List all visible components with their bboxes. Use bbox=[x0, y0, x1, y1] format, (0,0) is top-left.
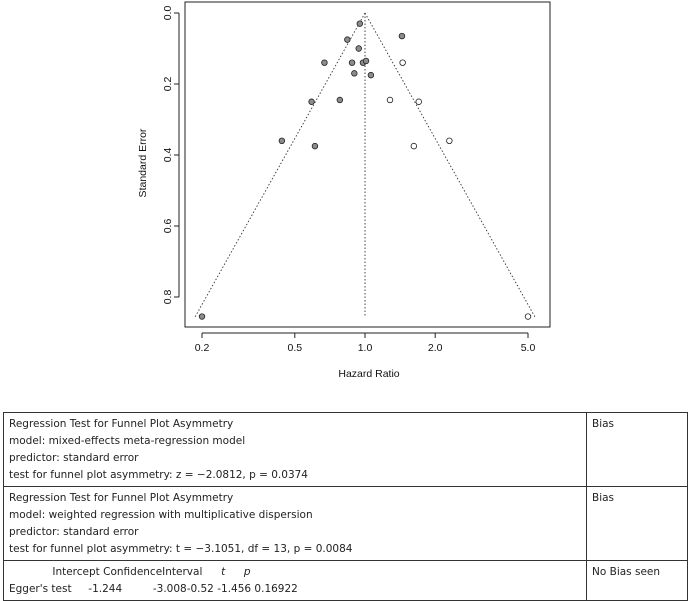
observed-study-point bbox=[399, 33, 405, 39]
observed-study-point bbox=[363, 58, 369, 64]
egger-cell bbox=[4, 561, 587, 601]
regression-test: test for funnel plot asymmetry: t = −3.1051, df = 13, p = 0.0084 bbox=[9, 543, 353, 555]
y-tick-label: 0.4 bbox=[162, 147, 174, 163]
observed-study-point bbox=[279, 138, 285, 144]
t-header: t bbox=[221, 566, 226, 578]
y-axis-label: Standard Error bbox=[137, 128, 149, 198]
filled-study-point bbox=[387, 97, 393, 103]
regression-model: model: weighted regression with multiplicative dispersion bbox=[9, 509, 313, 521]
regression-results-table bbox=[3, 412, 688, 601]
egger-intercept: -1.244 bbox=[88, 583, 123, 595]
observed-study-point bbox=[199, 314, 205, 320]
regression-cell bbox=[4, 487, 587, 561]
egger-values bbox=[9, 581, 581, 598]
x-axis bbox=[195, 333, 536, 354]
x-tick-label: 5.0 bbox=[520, 342, 536, 354]
regression-title: Regression Test for Funnel Plot Asymmetry bbox=[9, 418, 234, 430]
y-tick-label: 0.6 bbox=[162, 218, 174, 234]
table-row bbox=[4, 487, 688, 561]
filled-study-point bbox=[411, 143, 417, 149]
regression-predictor: predictor: standard error bbox=[9, 526, 139, 538]
ci-header: ConfidenceInterval bbox=[103, 566, 203, 578]
egger-ci: -3.008-0.52 bbox=[152, 583, 214, 595]
observed-study-point bbox=[312, 143, 318, 149]
observed-study-point bbox=[356, 46, 362, 52]
regression-model: model: mixed-effects meta-regression model bbox=[9, 435, 246, 447]
table-row bbox=[4, 561, 688, 601]
p-header: p bbox=[243, 566, 251, 578]
y-tick-label: 0.0 bbox=[162, 5, 174, 21]
observed-study-point bbox=[337, 97, 343, 103]
regression-title: Regression Test for Funnel Plot Asymmetry bbox=[9, 492, 234, 504]
observed-study-point bbox=[349, 60, 355, 66]
observed-study-point bbox=[357, 21, 363, 27]
x-tick-label: 0.5 bbox=[287, 342, 303, 354]
filled-study-point bbox=[447, 138, 453, 144]
x-tick-label: 2.0 bbox=[427, 342, 443, 354]
y-tick-label: 0.8 bbox=[162, 289, 174, 305]
x-axis-label: Hazard Ratio bbox=[338, 368, 400, 380]
regression-test: test for funnel plot asymmetry: z = −2.0812, p = 0.0374 bbox=[9, 469, 308, 481]
bias-result: No Bias seen bbox=[587, 561, 688, 601]
observed-study-point bbox=[345, 37, 351, 43]
egger-p: 0.16922 bbox=[254, 583, 298, 595]
x-tick-label: 1.0 bbox=[357, 342, 373, 354]
plot-box bbox=[185, 2, 550, 327]
filled-study-point bbox=[416, 99, 422, 105]
egger-t: -1.456 bbox=[217, 583, 252, 595]
funnel-right-line bbox=[365, 13, 536, 318]
filled-study-point bbox=[525, 314, 531, 320]
intercept-header: Intercept bbox=[52, 566, 100, 578]
bias-result: Bias bbox=[587, 413, 688, 487]
bias-result: Bias bbox=[587, 487, 688, 561]
regression-cell bbox=[4, 413, 587, 487]
observed-study-point bbox=[322, 60, 328, 66]
observed-study-point bbox=[352, 71, 358, 77]
observed-study-point bbox=[368, 72, 374, 78]
table-row bbox=[4, 413, 688, 487]
y-axis bbox=[162, 6, 179, 305]
x-tick-label: 0.2 bbox=[194, 342, 210, 354]
funnel-left-line bbox=[194, 13, 365, 318]
egger-label: Egger's test bbox=[9, 583, 72, 595]
filled-study-point bbox=[400, 60, 406, 66]
observed-study-point bbox=[309, 99, 315, 105]
y-tick-label: 0.2 bbox=[162, 76, 174, 92]
regression-predictor: predictor: standard error bbox=[9, 452, 139, 464]
egger-header bbox=[9, 564, 581, 581]
